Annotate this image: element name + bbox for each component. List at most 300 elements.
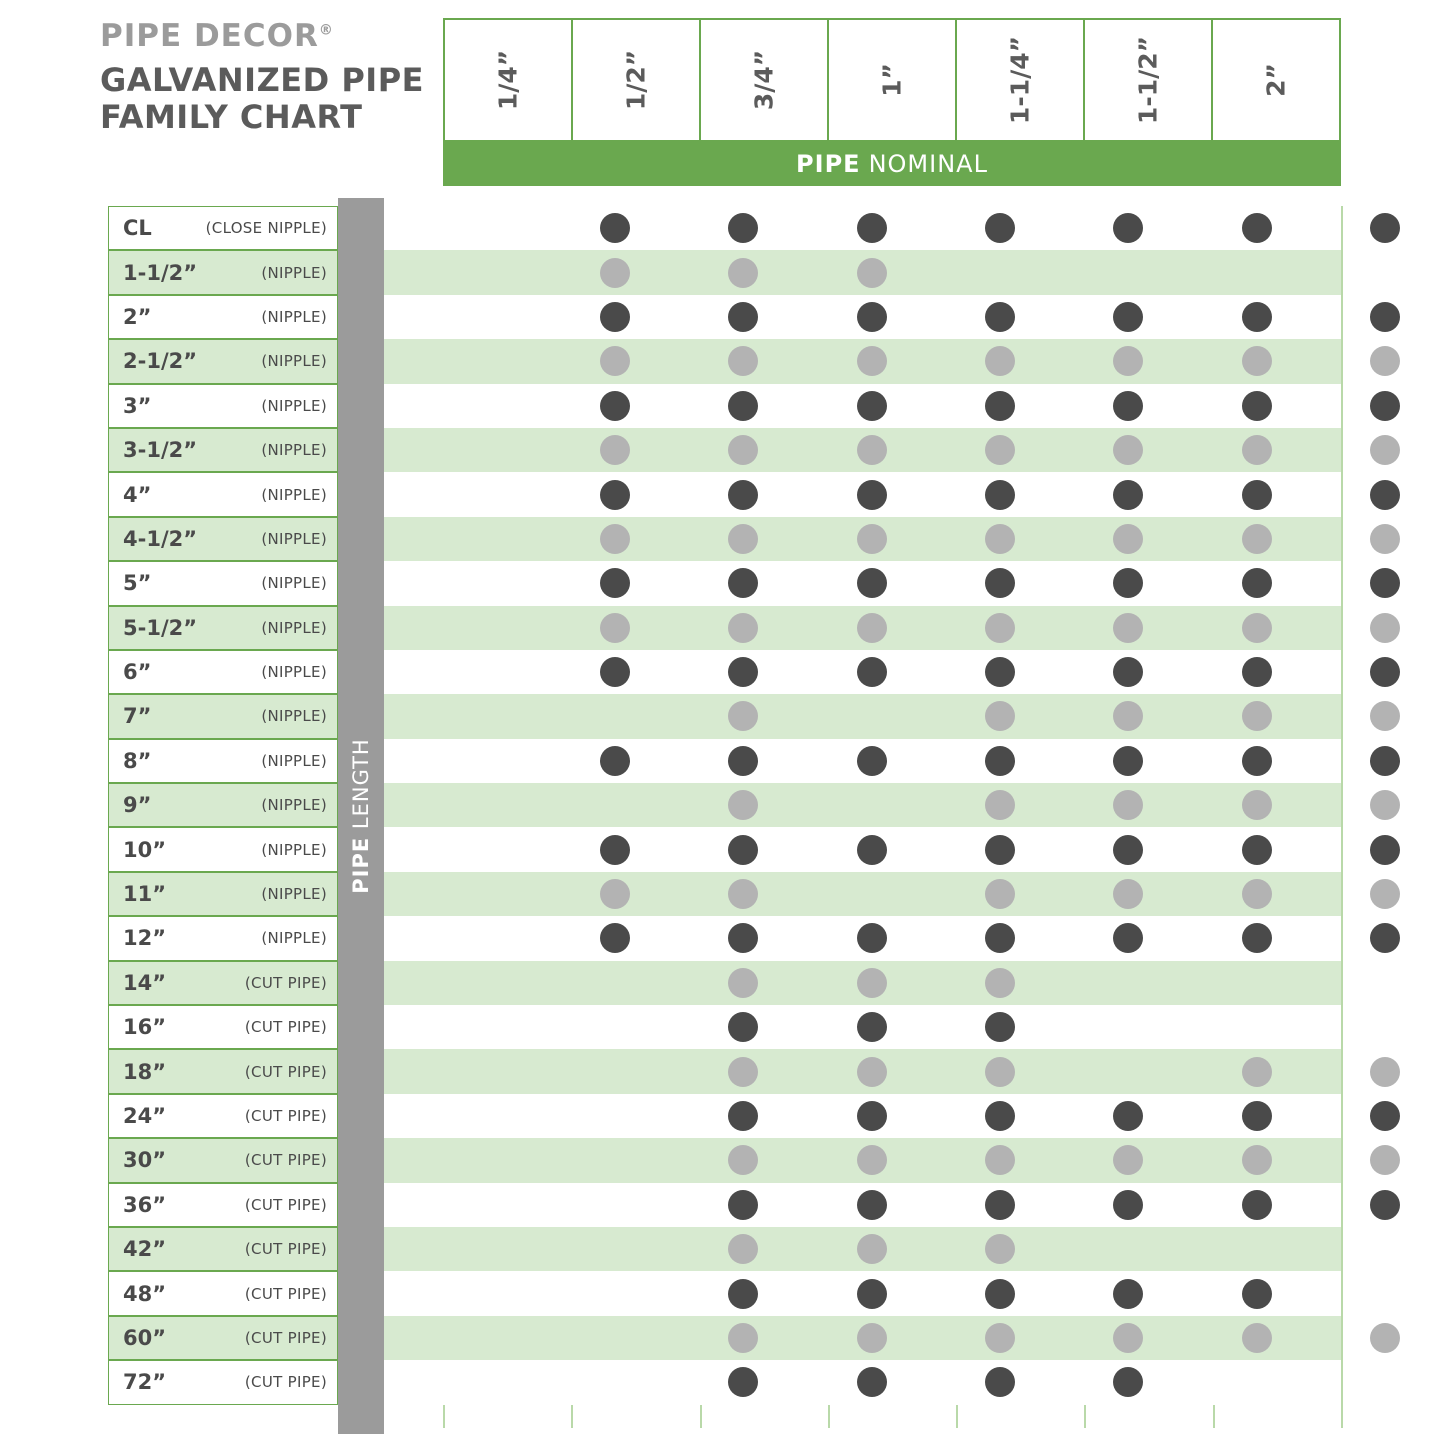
availability-dot (600, 568, 630, 598)
table-row (108, 827, 1341, 871)
availability-cell (679, 339, 807, 383)
availability-cell (1064, 606, 1192, 650)
row-size: 42” (123, 1237, 167, 1262)
row-kind: (NIPPLE) (261, 663, 327, 682)
availability-dot (1242, 879, 1272, 909)
availability-dot (1242, 435, 1272, 465)
row-label (108, 250, 338, 294)
availability-dot (857, 1145, 887, 1175)
availability-cell (1192, 872, 1320, 916)
row-kind: (NIPPLE) (261, 618, 327, 637)
availability-cell (808, 1049, 936, 1093)
row-dots (551, 1183, 1445, 1227)
table-row (108, 783, 1341, 827)
row-dots (551, 783, 1445, 827)
availability-cell (679, 739, 807, 783)
availability-cell (1192, 1005, 1320, 1049)
availability-cell (1192, 827, 1320, 871)
availability-cell (551, 1049, 679, 1093)
availability-cell (1321, 1094, 1445, 1138)
row-label (108, 1183, 338, 1227)
nominal-size-label: 3/4” (749, 49, 779, 111)
row-dots (551, 1360, 1445, 1404)
row-dots (551, 384, 1445, 428)
availability-dot (857, 746, 887, 776)
availability-cell (1321, 1005, 1445, 1049)
availability-cell (808, 827, 936, 871)
pipe-length-rest: LENGTH (349, 738, 373, 837)
availability-cell (936, 428, 1064, 472)
pipe-nominal-bar (443, 142, 1341, 186)
availability-dot (1113, 302, 1143, 332)
row-size: 18” (123, 1059, 167, 1084)
row-label (108, 1360, 338, 1404)
nominal-size-label: 1/4” (493, 49, 523, 111)
availability-dot (1370, 568, 1400, 598)
availability-cell (936, 650, 1064, 694)
availability-dot (728, 524, 758, 554)
availability-dot (1242, 790, 1272, 820)
availability-dot (857, 346, 887, 376)
pipe-nominal-bar-bold: PIPE (796, 150, 861, 178)
row-kind: (CUT PIPE) (244, 1062, 327, 1081)
availability-cell (936, 961, 1064, 1005)
availability-cell (551, 384, 679, 428)
availability-dot (1242, 835, 1272, 865)
availability-cell (679, 650, 807, 694)
availability-dot (1113, 1190, 1143, 1220)
nominal-size-cell (957, 20, 1085, 140)
availability-cell (1321, 1183, 1445, 1227)
row-dots (551, 517, 1445, 561)
availability-dot (728, 302, 758, 332)
row-size: 5-1/2” (123, 615, 198, 640)
registered-mark: ® (318, 22, 334, 39)
availability-dot (857, 1057, 887, 1087)
availability-cell (679, 1227, 807, 1271)
availability-dot (985, 435, 1015, 465)
row-dots (551, 650, 1445, 694)
availability-cell (1064, 206, 1192, 250)
availability-cell (808, 1138, 936, 1182)
row-size: 14” (123, 970, 167, 995)
availability-cell (551, 250, 679, 294)
availability-dot (857, 302, 887, 332)
pipe-length-spine (338, 198, 384, 1434)
table-row (108, 650, 1341, 694)
availability-dot (857, 391, 887, 421)
row-dots (551, 250, 1445, 294)
table-row (108, 339, 1341, 383)
availability-cell (551, 739, 679, 783)
availability-dot (600, 480, 630, 510)
row-dots (551, 1271, 1445, 1315)
row-size: 2-1/2” (123, 349, 198, 374)
availability-cell (1064, 1271, 1192, 1315)
availability-cell (551, 961, 679, 1005)
availability-dot (728, 1367, 758, 1397)
row-kind: (NIPPLE) (261, 441, 327, 460)
availability-dot (1113, 346, 1143, 376)
availability-cell (1321, 472, 1445, 516)
availability-dot (1242, 302, 1272, 332)
table-row (108, 1316, 1341, 1360)
row-dots (551, 295, 1445, 339)
availability-dot (857, 1234, 887, 1264)
row-label (108, 872, 338, 916)
row-kind: (NIPPLE) (261, 574, 327, 593)
availability-cell (1192, 1271, 1320, 1315)
availability-cell (679, 206, 807, 250)
availability-dot (1113, 213, 1143, 243)
row-dots (551, 606, 1445, 650)
availability-cell (808, 561, 936, 605)
table-row (108, 961, 1341, 1005)
table-row (108, 206, 1341, 250)
availability-cell (1064, 428, 1192, 472)
availability-dot (1113, 524, 1143, 554)
availability-dot (600, 213, 630, 243)
availability-dot (728, 1145, 758, 1175)
availability-dot (728, 258, 758, 288)
availability-dot (1113, 790, 1143, 820)
availability-cell (1321, 827, 1445, 871)
nominal-size-header (443, 18, 1341, 142)
availability-dot (600, 302, 630, 332)
availability-dot (857, 657, 887, 687)
availability-cell (936, 1271, 1064, 1315)
availability-cell (936, 1360, 1064, 1404)
row-label (108, 1049, 338, 1093)
availability-cell (1192, 739, 1320, 783)
availability-dot (1242, 1323, 1272, 1353)
availability-cell (1064, 472, 1192, 516)
availability-dot (1242, 346, 1272, 376)
availability-cell (1321, 650, 1445, 694)
table-row (108, 472, 1341, 516)
availability-dot (1242, 657, 1272, 687)
availability-cell (551, 1316, 679, 1360)
availability-dot (728, 613, 758, 643)
availability-dot (857, 213, 887, 243)
row-label (108, 561, 338, 605)
availability-cell (679, 783, 807, 827)
availability-dot (1370, 923, 1400, 953)
availability-cell (808, 384, 936, 428)
availability-cell (1064, 517, 1192, 561)
availability-dot (1370, 346, 1400, 376)
row-dots (551, 1005, 1445, 1049)
availability-dot (1242, 701, 1272, 731)
row-size: 3-1/2” (123, 438, 198, 463)
availability-dot (728, 391, 758, 421)
availability-cell (551, 1183, 679, 1227)
pipe-length-label (349, 738, 373, 893)
availability-cell (936, 384, 1064, 428)
row-kind: (CLOSE NIPPLE) (205, 219, 327, 238)
row-label (108, 339, 338, 383)
availability-cell (1321, 961, 1445, 1005)
availability-cell (551, 472, 679, 516)
availability-dot (728, 480, 758, 510)
availability-cell (1064, 827, 1192, 871)
table-row (108, 1094, 1341, 1138)
row-label (108, 961, 338, 1005)
nominal-size-cell (701, 20, 829, 140)
availability-dot (1370, 302, 1400, 332)
chart-rows (108, 206, 1341, 1428)
availability-cell (1192, 1316, 1320, 1360)
row-size: 4-1/2” (123, 526, 198, 551)
availability-cell (808, 472, 936, 516)
availability-dot (1370, 1101, 1400, 1131)
availability-dot (1370, 480, 1400, 510)
availability-dot (728, 968, 758, 998)
row-kind: (CUT PIPE) (244, 1018, 327, 1037)
row-dots (551, 872, 1445, 916)
availability-cell (936, 1183, 1064, 1227)
availability-cell (936, 1227, 1064, 1271)
row-label (108, 783, 338, 827)
availability-cell (936, 783, 1064, 827)
row-label (108, 1271, 338, 1315)
availability-dot (1242, 391, 1272, 421)
row-kind: (NIPPLE) (261, 352, 327, 371)
row-kind: (CUT PIPE) (244, 1107, 327, 1125)
availability-dot (1242, 923, 1272, 953)
table-row (108, 606, 1341, 650)
row-size: 8” (123, 748, 152, 773)
availability-cell (1192, 783, 1320, 827)
availability-dot (985, 213, 1015, 243)
availability-cell (936, 1138, 1064, 1182)
availability-dot (1370, 835, 1400, 865)
availability-cell (1192, 472, 1320, 516)
availability-cell (679, 472, 807, 516)
row-dots (551, 1049, 1445, 1093)
availability-cell (1064, 694, 1192, 738)
availability-cell (1321, 872, 1445, 916)
availability-dot (985, 1012, 1015, 1042)
availability-cell (551, 1138, 679, 1182)
availability-cell (679, 1316, 807, 1360)
availability-cell (1064, 339, 1192, 383)
availability-dot (728, 1234, 758, 1264)
row-label (108, 916, 338, 960)
availability-cell (808, 1183, 936, 1227)
availability-cell (808, 295, 936, 339)
availability-dot (1113, 613, 1143, 643)
availability-dot (857, 568, 887, 598)
availability-cell (1192, 295, 1320, 339)
availability-cell (1321, 1360, 1445, 1404)
availability-dot (1242, 480, 1272, 510)
availability-cell (1192, 517, 1320, 561)
availability-dot (1113, 1323, 1143, 1353)
row-kind: (NIPPLE) (261, 485, 327, 504)
availability-dot (985, 1057, 1015, 1087)
availability-cell (1064, 1138, 1192, 1182)
availability-dot (1113, 480, 1143, 510)
availability-cell (1064, 250, 1192, 294)
availability-cell (679, 1094, 807, 1138)
nominal-size-label: 1/2” (621, 49, 651, 111)
row-kind: (NIPPLE) (261, 529, 327, 548)
nominal-size-label: 1-1/4” (1005, 35, 1035, 125)
availability-cell (551, 561, 679, 605)
availability-dot (985, 968, 1015, 998)
availability-cell (1192, 250, 1320, 294)
row-size: 5” (123, 571, 152, 596)
availability-dot (1370, 701, 1400, 731)
availability-dot (1370, 790, 1400, 820)
availability-dot (728, 657, 758, 687)
row-dots (551, 206, 1445, 250)
row-dots (551, 916, 1445, 960)
row-label (108, 606, 338, 650)
availability-dot (985, 613, 1015, 643)
row-dots (551, 961, 1445, 1005)
row-label (108, 428, 338, 472)
page-title-line1: GALVANIZED PIPE (100, 61, 424, 99)
availability-cell (1064, 650, 1192, 694)
availability-dot (1113, 879, 1143, 909)
availability-cell (1192, 339, 1320, 383)
availability-cell (1321, 916, 1445, 960)
row-kind: (CUT PIPE) (244, 1373, 327, 1392)
availability-dot (1113, 568, 1143, 598)
availability-dot (985, 657, 1015, 687)
availability-cell (1321, 384, 1445, 428)
row-label (108, 1094, 338, 1138)
row-kind: (NIPPLE) (261, 885, 327, 904)
row-dots (551, 739, 1445, 783)
availability-cell (1192, 384, 1320, 428)
availability-dot (728, 1190, 758, 1220)
availability-dot (728, 568, 758, 598)
availability-dot (1242, 1057, 1272, 1087)
row-label (108, 295, 338, 339)
availability-dot (857, 1190, 887, 1220)
availability-dot (728, 1012, 758, 1042)
availability-dot (600, 346, 630, 376)
availability-dot (857, 923, 887, 953)
availability-cell (936, 472, 1064, 516)
availability-dot (985, 1279, 1015, 1309)
availability-dot (985, 1367, 1015, 1397)
availability-cell (808, 1005, 936, 1049)
row-kind: (CUT PIPE) (244, 1328, 327, 1347)
availability-cell (808, 783, 936, 827)
pipe-length-bold: PIPE (349, 836, 373, 894)
availability-dot (985, 568, 1015, 598)
row-label (108, 206, 338, 250)
availability-cell (936, 1049, 1064, 1093)
availability-cell (1192, 428, 1320, 472)
availability-dot (1370, 879, 1400, 909)
row-dots (551, 561, 1445, 605)
availability-dot (985, 480, 1015, 510)
availability-cell (1321, 1138, 1445, 1182)
availability-cell (679, 1138, 807, 1182)
availability-cell (808, 206, 936, 250)
availability-cell (1321, 561, 1445, 605)
availability-cell (1064, 561, 1192, 605)
row-label (108, 827, 338, 871)
row-kind: (NIPPLE) (261, 396, 327, 415)
availability-cell (808, 1360, 936, 1404)
availability-cell (808, 694, 936, 738)
availability-dot (1113, 1101, 1143, 1131)
availability-dot (1113, 923, 1143, 953)
row-kind: (NIPPLE) (261, 840, 327, 859)
availability-dot (857, 835, 887, 865)
availability-cell (936, 250, 1064, 294)
table-row (108, 739, 1341, 783)
availability-cell (1192, 694, 1320, 738)
availability-dot (857, 613, 887, 643)
row-size: 60” (123, 1325, 167, 1350)
availability-cell (808, 1094, 936, 1138)
availability-dot (985, 391, 1015, 421)
row-size: 2” (123, 304, 152, 329)
availability-cell (1192, 1360, 1320, 1404)
availability-cell (808, 916, 936, 960)
availability-cell (936, 1316, 1064, 1360)
availability-dot (728, 1057, 758, 1087)
row-size: 4” (123, 482, 152, 507)
row-dots (551, 827, 1445, 871)
availability-dot (600, 613, 630, 643)
availability-dot (985, 923, 1015, 953)
availability-cell (551, 1360, 679, 1404)
availability-cell (679, 694, 807, 738)
availability-dot (1242, 1101, 1272, 1131)
table-row (108, 517, 1341, 561)
availability-cell (936, 206, 1064, 250)
row-size: 12” (123, 926, 167, 951)
nominal-size-cell (573, 20, 701, 140)
availability-cell (808, 872, 936, 916)
availability-cell (679, 250, 807, 294)
availability-dot (1370, 1190, 1400, 1220)
availability-cell (1192, 606, 1320, 650)
availability-dot (1370, 435, 1400, 465)
row-kind: (CUT PIPE) (244, 1151, 327, 1170)
availability-cell (936, 606, 1064, 650)
availability-dot (728, 746, 758, 776)
availability-dot (728, 435, 758, 465)
availability-cell (936, 694, 1064, 738)
availability-cell (551, 1227, 679, 1271)
availability-cell (551, 650, 679, 694)
availability-dot (1113, 391, 1143, 421)
row-kind: (NIPPLE) (261, 751, 327, 770)
availability-cell (808, 250, 936, 294)
availability-cell (551, 783, 679, 827)
row-label (108, 1005, 338, 1049)
row-kind: (NIPPLE) (261, 307, 327, 326)
row-label (108, 1227, 338, 1271)
row-kind: (NIPPLE) (261, 796, 327, 815)
availability-cell (679, 1049, 807, 1093)
availability-dot (600, 657, 630, 687)
availability-cell (1321, 517, 1445, 561)
availability-dot (600, 435, 630, 465)
availability-cell (1064, 783, 1192, 827)
availability-dot (600, 879, 630, 909)
row-size: 30” (123, 1148, 167, 1173)
